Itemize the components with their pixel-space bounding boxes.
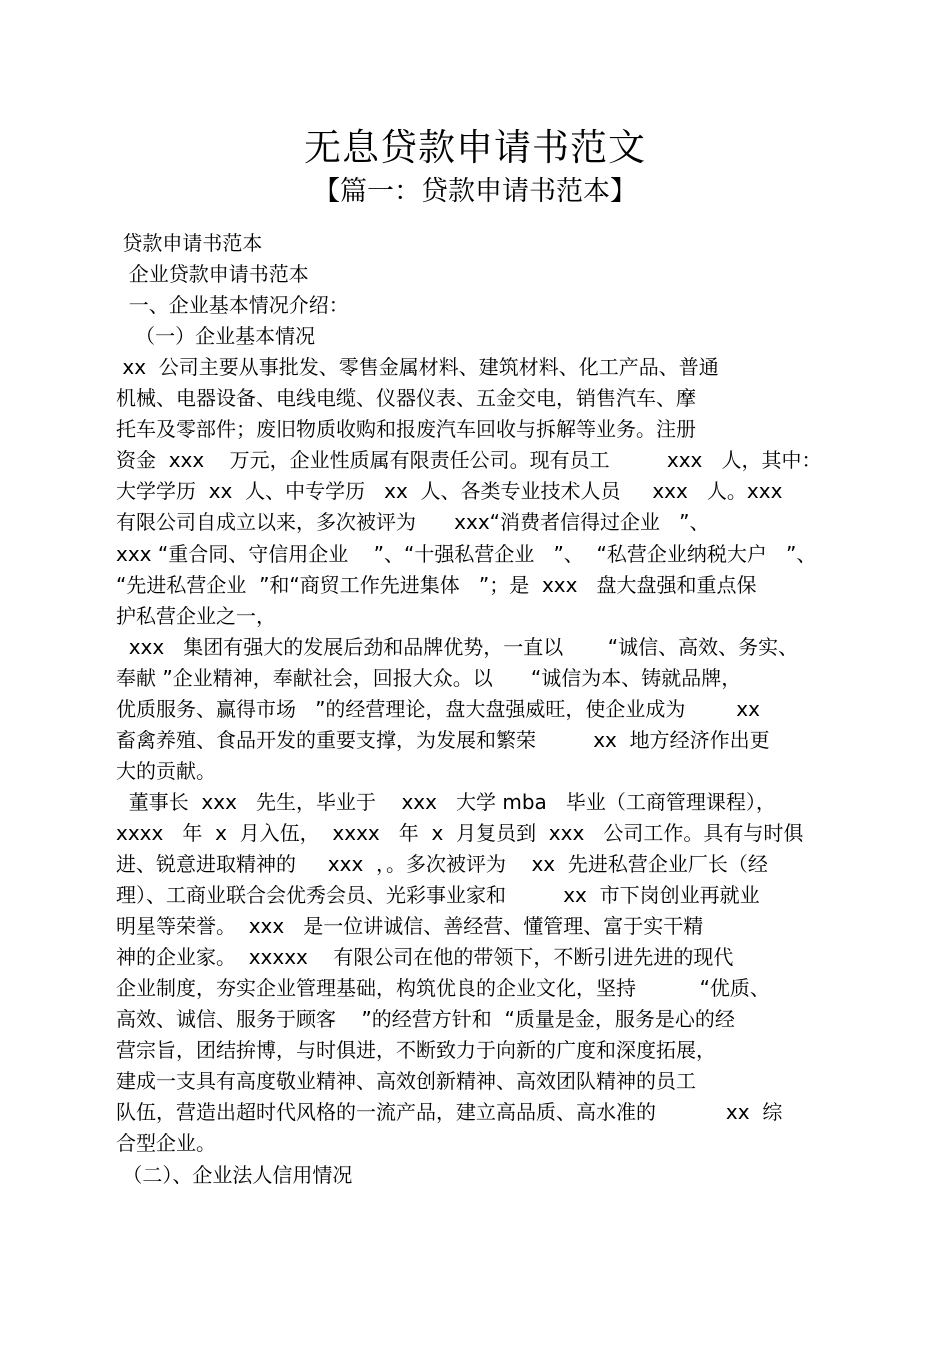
text-line: 大的贡献。 bbox=[116, 759, 216, 783]
text-line: xxx 集团有强大的发展后劲和品牌优势，一直以 “诚信、高效、务实、 bbox=[116, 635, 799, 659]
text-line: 进、锐意进取精神的 xxx ，。多次被评为 xx 先进私营企业厂长（经 bbox=[116, 852, 768, 876]
text-line: 奉献 ”企业精神，奉献社会，回报大众。以 “诚信为本、铸就品牌， bbox=[116, 666, 742, 690]
text-line: 护私营企业之一， bbox=[116, 604, 276, 628]
text-line: 建成一支具有高度敬业精神、高效创新精神、高效团队精神的员工 bbox=[116, 1069, 696, 1093]
text-line: xx 公司主要从事批发、零售金属材料、建筑材料、化工产品、普通 bbox=[116, 355, 719, 379]
text-line: 队伍，营造出超时代风格的一流产品，建立高品质、高水准的 xx 综 bbox=[116, 1100, 783, 1124]
text-line: 高效、诚信、服务于顾客 ”的经营方针和 “质量是金，服务是心的经 bbox=[116, 1007, 735, 1031]
text-line: 理）、工商业联合会优秀会员、光彩事业家和 xx 市下岗创业再就业 bbox=[116, 883, 760, 907]
text-line: 有限公司自成立以来，多次被评为 xxx“消费者信得过企业 ”、 bbox=[116, 510, 710, 534]
text-line: 合型企业。 bbox=[116, 1131, 216, 1155]
text-line: 董事长 xxx 先生，毕业于 xxx 大学 mba 毕业（工商管理课程）， bbox=[116, 790, 776, 814]
text-line: 资金 xxx 万元，企业性质属有限责任公司。现有员工 xxx 人，其中： bbox=[116, 448, 822, 472]
text-line: 托车及零部件；废旧物质收购和报废汽车回收与拆解等业务。注册 bbox=[116, 417, 696, 441]
document-subtitle: 【篇一：贷款申请书范本】 bbox=[313, 176, 637, 207]
text-line: 企业贷款申请书范本 bbox=[116, 262, 309, 286]
text-line: 营宗旨，团结拚博，与时俱进，不断致力于向新的广度和深度拓展， bbox=[116, 1038, 716, 1062]
text-line: 机械、电器设备、电线电缆、仪器仪表、五金交电，销售汽车、摩 bbox=[116, 386, 696, 410]
text-line: 企业制度，夯实企业管理基础，构筑优良的企业文化，坚持 “优质、 bbox=[116, 976, 770, 1000]
document-title: 无息贷款申请书范文 bbox=[304, 126, 646, 169]
text-line: 优质服务、赢得市场 ”的经营理论，盘大盘强威旺，使企业成为 xx bbox=[116, 697, 760, 721]
text-line: 大学学历 xx 人、中专学历 xx 人、各类专业技术人员 xxx 人。xxx bbox=[116, 479, 783, 503]
text-line: 明星等荣誉。 xxx 是一位讲诚信、善经营、懂管理、富于实干精 bbox=[116, 914, 704, 938]
text-line: （一）企业基本情况 bbox=[116, 324, 316, 348]
text-line: 畜禽养殖、食品开发的重要支撑，为发展和繁荣 xx 地方经济作出更 bbox=[116, 728, 770, 752]
text-line: xxxx 年 x 月入伍， xxxx 年 x 月复员到 xxx 公司工作。具有与时俱 bbox=[116, 821, 804, 845]
text-line: 神的企业家。 xxxxx 有限公司在他的带领下，不断引进先进的现代 bbox=[116, 945, 734, 969]
text-line: “先进私营企业 ”和“商贸工作先进集体 ”；是 xxx 盘大盘强和重点保 bbox=[116, 573, 757, 597]
text-line: 贷款申请书范本 bbox=[116, 231, 263, 255]
text-line: （二）、企业法人信用情况 bbox=[116, 1163, 353, 1187]
text-line: xxx “重合同、守信用企业 ”、“十强私营企业 ”、 “私营企业纳税大户 ”、 bbox=[116, 542, 817, 566]
text-line: 一、企业基本情况介绍： bbox=[116, 293, 349, 317]
